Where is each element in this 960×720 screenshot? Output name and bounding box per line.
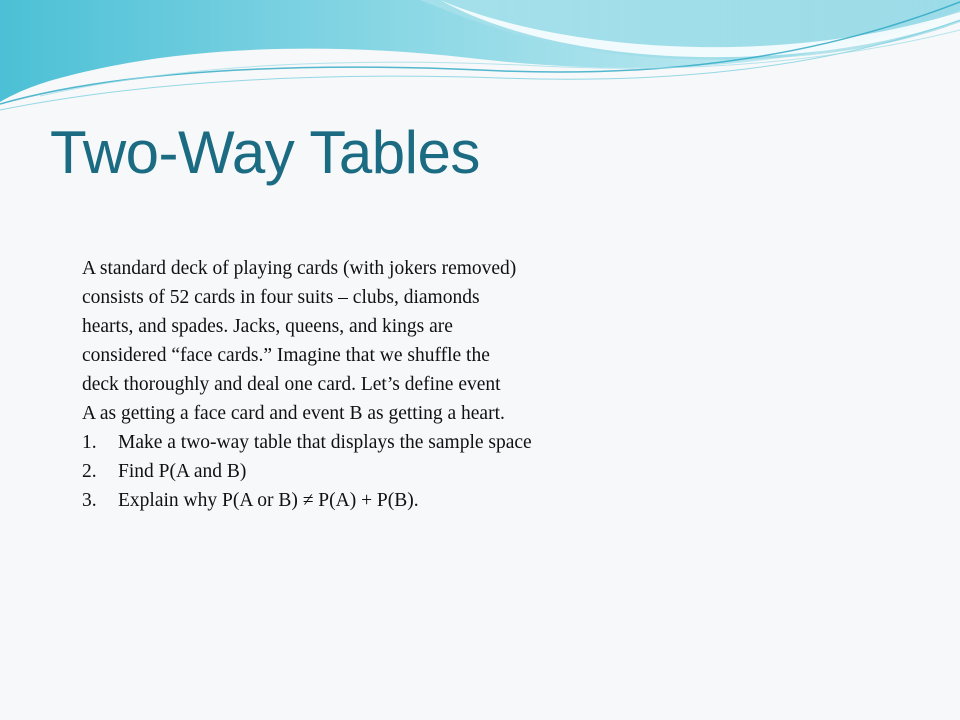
list-text: Explain why P(A or B) ≠ P(A) + P(B).: [118, 490, 419, 511]
paragraph-line: A standard deck of playing cards (with jokers removed): [82, 258, 517, 279]
list-item: [82, 486, 702, 515]
paragraph-line: A as getting a face card and event B as getting a heart.: [82, 403, 505, 424]
list-item: [82, 457, 702, 486]
paragraph-line: consists of 52 cards in four suits – clubs, diamonds: [82, 287, 480, 308]
list-number: 2.: [82, 461, 97, 482]
intro-paragraph: [82, 254, 702, 428]
list-text: Find P(A and B): [118, 461, 247, 482]
task-list: [82, 428, 702, 515]
list-item: [82, 428, 702, 457]
header-wave-decoration: [0, 0, 960, 120]
list-number: 1.: [82, 432, 97, 453]
slide-body: [82, 254, 702, 515]
paragraph-line: deck thoroughly and deal one card. Let’s define event: [82, 374, 501, 395]
paragraph-line: considered “face cards.” Imagine that we shuffle the: [82, 345, 490, 366]
paragraph-line: hearts, and spades. Jacks, queens, and kings are: [82, 316, 453, 337]
slide-title: Two-Way Tables: [50, 119, 480, 186]
list-number: 3.: [82, 490, 97, 511]
list-text: Make a two-way table that displays the sample space: [118, 432, 532, 453]
